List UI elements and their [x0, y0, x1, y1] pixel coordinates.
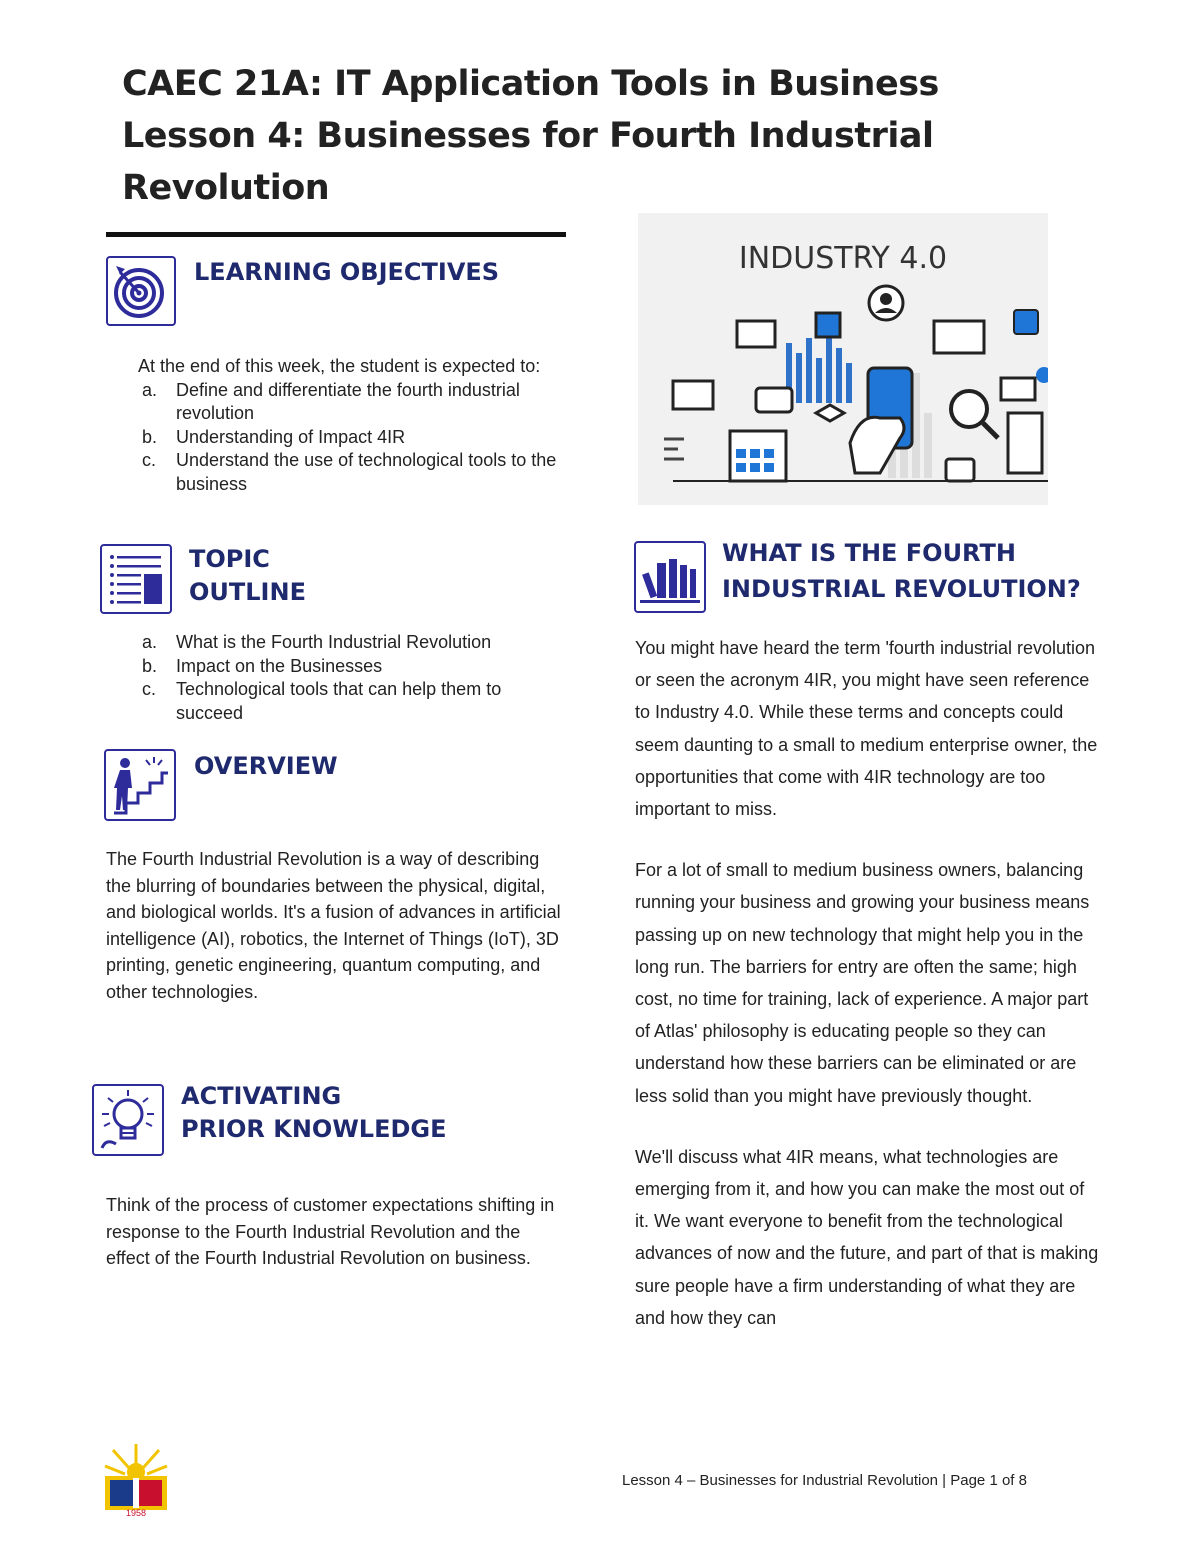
objectives-section: [106, 355, 568, 496]
paragraph-3: We'll discuss what 4IR means, what technologies are emerging from it, and how you can make the most out of it. We want everyone to benefit from the technological advances of now and the future, and part of that is making sure people have a firm understanding of what they are and how they can: [635, 1146, 1099, 1328]
learning-objectives-heading: LEARNING OBJECTIVES: [194, 258, 500, 286]
target-icon: [106, 256, 176, 326]
logo-year: 1958: [125, 1508, 147, 1518]
topic-list: [106, 631, 568, 725]
paragraph-2: For a lot of small to medium business owners, balancing running your business and growing your business means passing up on new technology that might help you in the long run. The barriers for entry are often the same; high cost, no time for training, lack of experience. A major part of Atlas' philosophy is educating people so they can understand how these barriers can be eliminated or are less solid than you might have previously thought.: [635, 860, 1090, 1106]
list-item: c. Technological tools that can help them to succeed: [142, 679, 502, 723]
list-item: b. Impact on the Businesses: [142, 655, 383, 676]
title-line-2: Lesson 4: Businesses for Fourth Industrial: [122, 116, 934, 156]
objectives-list: [106, 379, 568, 497]
title-line-1: CAEC 21A: IT Application Tools in Business: [122, 64, 939, 104]
topic-outline-heading: TOPIC OUTLINE: [189, 545, 306, 606]
overview-text: The Fourth Industrial Revolution is a way of describing the blurring of boundaries between the physical, digital, and biological worlds. It's a fusion of advances in artificial intelligence (AI), robotics, the Internet of Things (IoT), 3D printing, genetic engineering, quantum computing, and other technologies.: [106, 849, 561, 1002]
person-stairs-icon: [104, 749, 176, 821]
title-line-3: Revolution: [122, 168, 330, 208]
objectives-intro: At the end of this week, the student is expected to:: [138, 356, 541, 376]
industry-label: INDUSTRY 4.0: [738, 241, 948, 276]
lightbulb-icon: [92, 1084, 164, 1156]
fourth-ir-heading: WHAT IS THE FOURTH INDUSTRIAL REVOLUTION?: [722, 539, 1081, 603]
university-seal-logo: [103, 1444, 169, 1520]
list-item: a. Define and differentiate the fourth industrial revolution: [142, 379, 520, 423]
title-divider: [106, 232, 566, 237]
list-item: b. Understanding of Impact 4IR: [142, 426, 406, 447]
list-item: a. What is the Fourth Industrial Revolution: [142, 632, 492, 652]
prior-knowledge-text: Think of the process of customer expectations shifting in response to the Fourth Industrial Revolution and the effect of the Fourth Industrial Revolution on business.: [106, 1195, 555, 1268]
outline-list-icon: [100, 544, 172, 614]
fourth-ir-text: [635, 632, 1100, 1334]
prior-knowledge-heading: ACTIVATING PRIOR KNOWLEDGE: [181, 1082, 447, 1143]
industry-illustration: [638, 213, 1048, 505]
books-icon: [634, 541, 706, 613]
page-footer: Lesson 4 – Businesses for Industrial Revolution | Page 1 of 8: [622, 1472, 1027, 1489]
paragraph-1: You might have heard the term 'fourth industrial revolution or seen the acronym 4IR, you might have seen reference to Industry 4.0. While these terms and concepts could seem daunting to a small to medium enterprise owner, the opportunities that come with 4IR technology are too important to miss.: [635, 638, 1098, 820]
list-item: c. Understand the use of technological tools to the business: [142, 450, 557, 494]
document-title: [122, 58, 1022, 214]
overview-heading: OVERVIEW: [194, 752, 338, 780]
topic-outline-section: [106, 631, 568, 725]
